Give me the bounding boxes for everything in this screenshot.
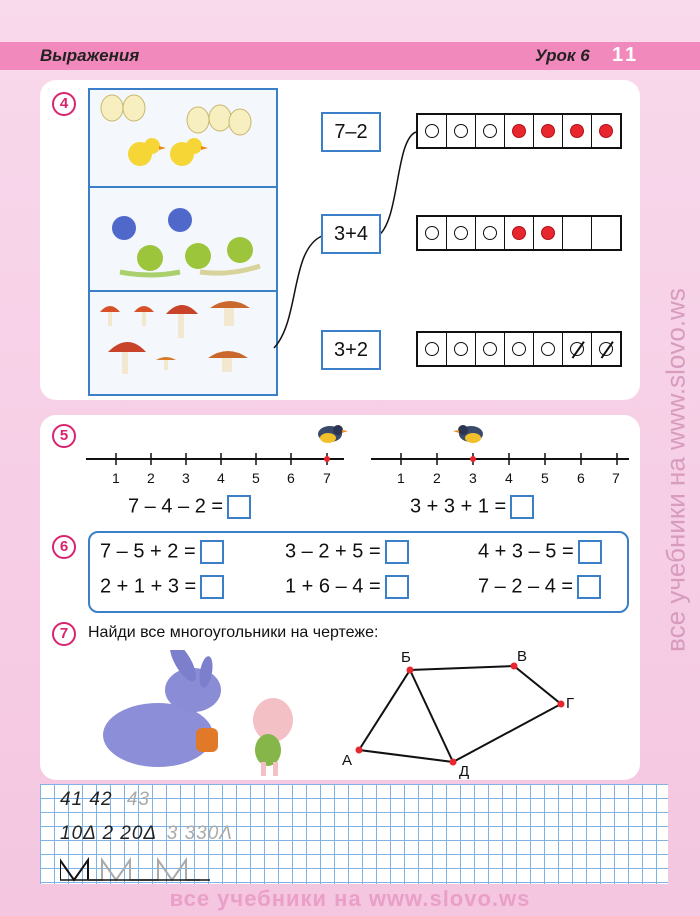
answer-box[interactable] <box>385 575 409 599</box>
equation-text: 4 + 3 – 5 = <box>478 540 574 563</box>
task6-equation <box>100 575 224 599</box>
bird-icon <box>453 425 483 443</box>
equation-text: 7 – 5 + 2 = <box>100 540 196 563</box>
number-line-2 <box>365 420 635 480</box>
red-circle-icon <box>599 124 613 138</box>
red-circle-icon <box>541 226 555 240</box>
tick-label: 5 <box>541 470 549 486</box>
answer-box[interactable] <box>200 540 224 564</box>
red-circle-icon <box>541 124 555 138</box>
sample-text: 10Δ 2 20Δ <box>60 823 157 844</box>
writing-row-1 <box>60 789 150 811</box>
footer-watermark: все учебники на www.slovo.ws <box>169 886 531 911</box>
answer-box[interactable] <box>510 495 534 519</box>
empty-circle-icon <box>483 124 497 138</box>
red-circle-icon <box>570 124 584 138</box>
number-line-1 <box>80 420 350 480</box>
tick-label: 4 <box>217 470 225 486</box>
tick-label: 3 <box>469 470 477 486</box>
task7-badge: 7 <box>52 622 76 646</box>
tick-label: 7 <box>323 470 331 486</box>
empty-circle-icon <box>512 342 526 356</box>
task6-badge: 6 <box>52 535 76 559</box>
tick-label: 5 <box>252 470 260 486</box>
expression-7-2: 7–2 <box>321 112 381 152</box>
task5-equation-1 <box>128 495 251 519</box>
empty-circle-icon <box>541 342 555 356</box>
vertex-label-v: В <box>517 648 528 665</box>
sample-text: 41 42 <box>60 789 113 810</box>
tick-label: 6 <box>287 470 295 486</box>
empty-circle-icon <box>454 124 468 138</box>
task5-equation-2 <box>410 495 534 519</box>
answer-box[interactable] <box>227 495 251 519</box>
red-circle-icon <box>512 124 526 138</box>
task7-instruction: Найди все многоугольники на чертеже: <box>88 624 379 641</box>
equation-text: 3 + 3 + 1 = <box>410 495 507 518</box>
counter-row-3 <box>416 331 622 367</box>
empty-circle-icon <box>483 226 497 240</box>
tick-label: 7 <box>612 470 620 486</box>
equation-text: 7 – 2 – 4 = <box>478 575 574 598</box>
counter-row-2 <box>416 215 622 251</box>
tick-label: 6 <box>577 470 585 486</box>
empty-circle-icon <box>425 124 439 138</box>
characters-illustration <box>88 650 308 780</box>
task6-equation <box>100 540 224 564</box>
equation-text: 1 + 6 – 4 = <box>285 575 381 598</box>
answer-box[interactable] <box>578 540 602 564</box>
crossed-circle-icon <box>599 342 613 356</box>
tick-label: 2 <box>147 470 155 486</box>
crossed-circle-icon <box>570 342 584 356</box>
side-watermark: все учебники на www.slovo.ws <box>660 288 691 652</box>
empty-circle-icon <box>425 342 439 356</box>
vertex-label-a: А <box>342 752 353 769</box>
equation-text: 3 – 2 + 5 = <box>285 540 381 563</box>
empty-circle-icon <box>454 226 468 240</box>
red-circle-icon <box>512 226 526 240</box>
writing-row-2 <box>60 823 233 845</box>
section-title: Выражения <box>40 46 140 65</box>
trace-text: 43 <box>126 789 150 810</box>
empty-circle-icon <box>454 342 468 356</box>
bird-icon <box>318 425 348 443</box>
expression-3+2: 3+2 <box>321 330 381 370</box>
expression-3+4: 3+4 <box>321 214 381 254</box>
task6-equation <box>285 575 409 599</box>
vertex-label-d: Д <box>459 763 470 780</box>
answer-box[interactable] <box>577 575 601 599</box>
page-number: 11 <box>612 44 640 66</box>
tick-label: 1 <box>397 470 405 486</box>
tick-label: 4 <box>505 470 513 486</box>
lesson-title: Урок 6 <box>535 46 590 65</box>
tick-label: 2 <box>433 470 441 486</box>
task5-badge: 5 <box>52 424 76 448</box>
counter-row-1 <box>416 113 622 149</box>
vertex-label-g: Г <box>566 695 575 712</box>
trace-text: 3 330Λ <box>166 823 233 844</box>
answer-box[interactable] <box>385 540 409 564</box>
tick-label: 1 <box>112 470 120 486</box>
task6-equation <box>285 540 409 564</box>
empty-circle-icon <box>483 342 497 356</box>
task6-equation <box>478 540 602 564</box>
answer-box[interactable] <box>200 575 224 599</box>
vertex-label-b: Б <box>401 649 411 666</box>
empty-circle-icon <box>425 226 439 240</box>
tick-label: 3 <box>182 470 190 486</box>
task6-equation <box>478 575 601 599</box>
zigzag-pattern <box>60 856 220 884</box>
polygon-figure <box>340 650 590 780</box>
task4-badge: 4 <box>52 92 76 116</box>
equation-text: 7 – 4 – 2 = <box>128 495 224 518</box>
equation-text: 2 + 1 + 3 = <box>100 575 197 598</box>
